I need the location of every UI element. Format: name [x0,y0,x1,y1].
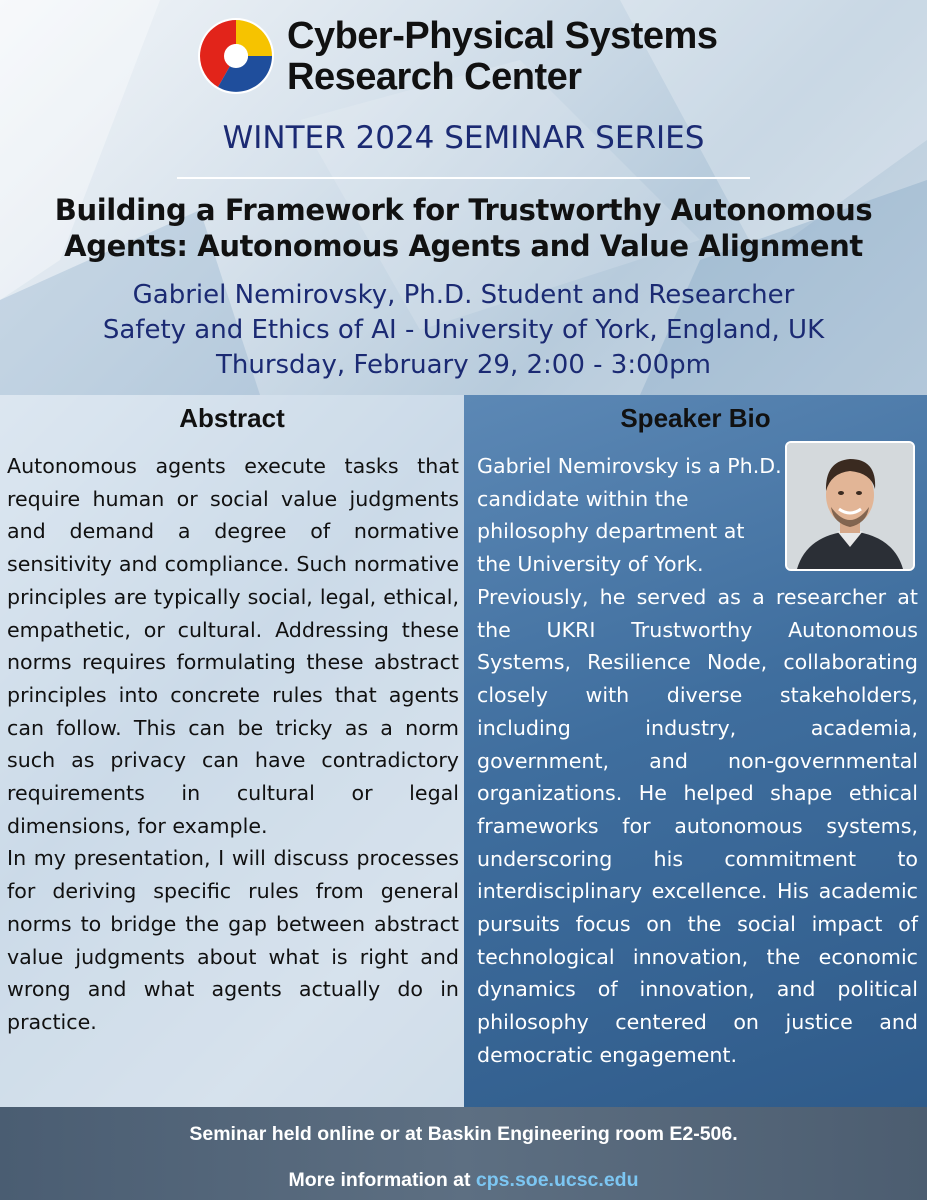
divider [177,177,750,179]
bio-text: Previously, he served as a researcher at the UKRI Trustworthy Autonomous Systems, Resilience Node, collaborating closely with diverse stakeholders, including industry, academia, government, and non-governmental organizations. He helped shape ethical frameworks for autonomous systems, underscoring his commitment to interdisciplinary excellence. His academic pursuits focus on the social impact of technological innovation, the economic dynamics of innovation, and political philosophy centered on justice and democratic engagement. [477,585,918,1067]
speaker-photo [785,441,915,571]
more-info-link[interactable]: cps.soe.ucsc.edu [475,1169,639,1191]
event-datetime: Thursday, February 29, 2:00 - 3:00pm [215,350,712,380]
abstract-heading: Abstract [179,403,285,433]
seminar-series-title: WINTER 2024 SEMINAR SERIES [222,120,705,156]
more-info [0,1169,927,1192]
speaker-portrait-icon [787,443,913,569]
org-name [287,16,907,98]
speaker-affiliation: Safety and Ethics of AI - University of York, England, UK [102,315,825,345]
bio-heading: Speaker Bio [620,403,771,433]
abstract-paragraph-1: Autonomous agents execute tasks that require human or social value judgments and demand a degree of normative sensitivity and compliance. Such normative principles are typically social, legal, ethical, empathetic, or cultural. Addressing these norms requires formulating these abstract principles into concrete rules that agents can follow. This can be tricky as a norm such as privacy can have contradictory requirements in cultural or legal dimensions, for example. [7,454,459,838]
cps-logo-icon [196,16,276,96]
org-name-line2: Research Center [287,56,582,98]
more-info-label: More information at [288,1169,476,1191]
talk-title-line1: Building a Framework for Trustworthy Autonomous [54,193,873,227]
seminar-location: Seminar held online or at Baskin Engineering room E2-506. [189,1123,738,1145]
talk-title-line2: Agents: Autonomous Agents and Value Alignment [64,229,863,263]
talk-title [0,192,927,264]
bio-intro: Gabriel Nemirovsky is a Ph.D. candidate within the philosophy department at the University of York. [477,454,782,577]
abstract-paragraph-2: In my presentation, I will discuss processes for deriving specific rules from general norms to bridge the gap between abstract value judgments about what is right and wrong and what agents actually do in practice. [7,846,459,1034]
abstract-text [7,450,459,1039]
speaker-name: Gabriel Nemirovsky, Ph.D. Student and Researcher [132,280,795,310]
header [0,0,927,395]
org-name-line1: Cyber-Physical Systems [287,15,718,57]
footer [0,1107,927,1200]
